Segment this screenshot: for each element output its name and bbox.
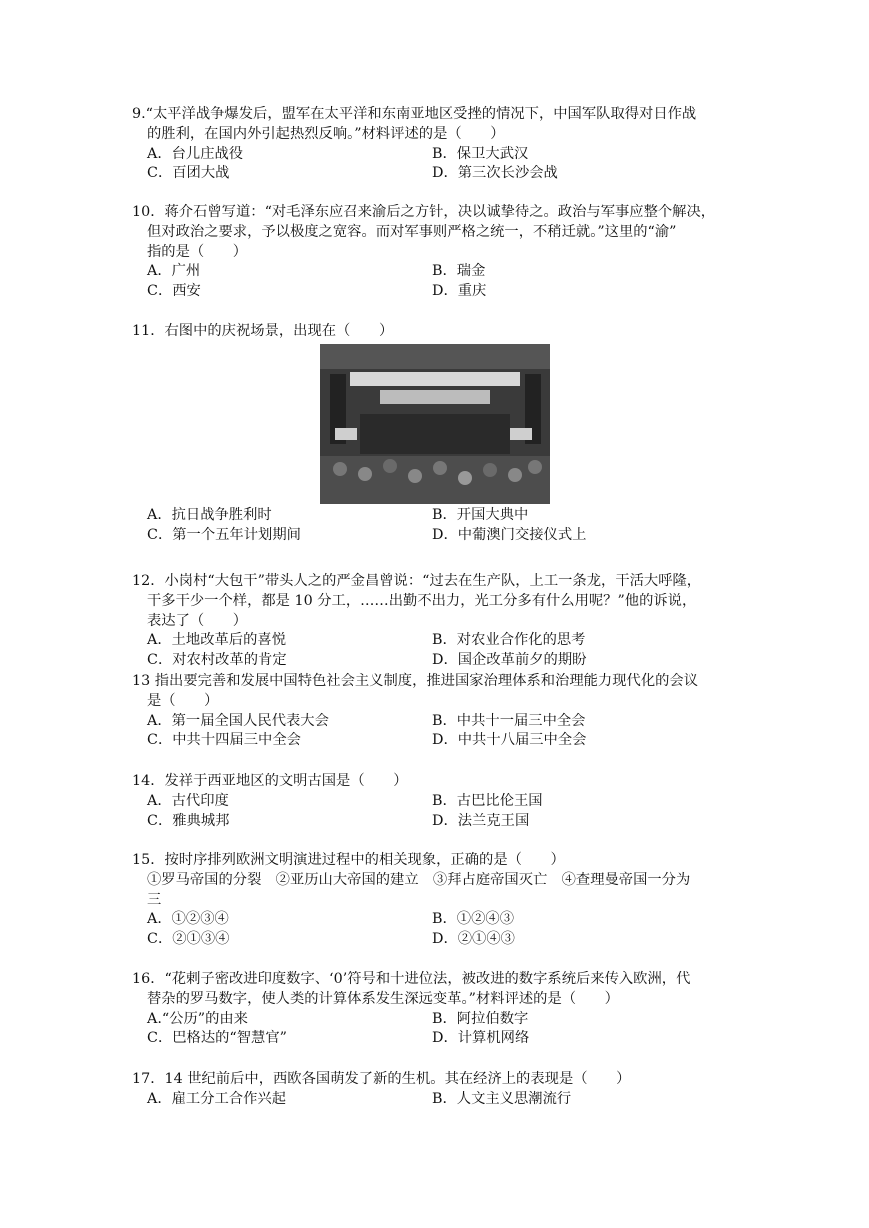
stem-line: 12．小岗村“大包干”带头人之的严金昌曾说：“过去在生产队，上工一条龙，干活大呼隆， (132, 573, 702, 589)
question-stem (132, 322, 744, 342)
option-b: B．开国大典中 (432, 506, 529, 523)
stem-line: 15．按时序排列欧洲文明演进过程中的相关现象，正确的是（ ） (132, 852, 565, 868)
option-a: A．雇工分工合作兴起 (147, 1090, 286, 1107)
question-stem (132, 851, 744, 871)
stem-line: 16．“花剌子密改进印度数字、‘0’符号和十进位法，被改进的数字系统后来传入欧洲，代 (132, 971, 691, 987)
options (132, 631, 744, 671)
question-13 (132, 672, 744, 751)
option-c: C．百团大战 (147, 165, 230, 182)
stem-line: 9.“太平洋战争爆发后，盟军在太平洋和东南亚地区受挫的情况下，中国军队取得对日作战 (132, 106, 697, 122)
option-d: D．重庆 (432, 283, 487, 300)
options (132, 910, 744, 950)
option-a: A．土地改革后的喜悦 (147, 632, 286, 649)
option-b: B．对农业合作化的思考 (432, 632, 586, 649)
options (132, 262, 744, 302)
option-b: B．①②④③ (432, 911, 514, 928)
option-d: D．计算机网络 (432, 1030, 530, 1047)
option-c: C．中共十四届三中全会 (147, 732, 301, 749)
stem-line: 干多干少一个样，都是 10 分工，……出勤不出力，光工分多有什么用呢？”他的诉说， (147, 592, 697, 609)
stem-line: 17．14 世纪前后中，西欧各国萌发了新的生机。其在经济上的表现是（ ） (132, 1071, 631, 1087)
stem-line: 是（ ） (147, 692, 219, 709)
question-stem (132, 203, 744, 262)
stem-line: 表达了（ ） (147, 612, 248, 629)
options (132, 792, 744, 832)
option-c: C．西安 (147, 283, 201, 300)
options (132, 506, 744, 546)
option-b: B．人文主义思潮流行 (432, 1090, 572, 1107)
stem-line: 但对政治之要求，予以极度之宽容。而对军事则严格之统一，不稍迁就。”这里的“渝” (147, 223, 677, 240)
option-c: C．对农村改革的肯定 (147, 652, 287, 669)
sequence-line: ①罗马帝国的分裂 ②亚历山大帝国的建立 ③拜占庭帝国灭亡 ④查理曼帝国一分为 (147, 871, 691, 888)
options (132, 1010, 744, 1050)
question-stem (132, 970, 744, 1010)
stem-line: 替杂的罗马数字，使人类的计算体系发生深远变革。”材料评述的是（ ） (147, 990, 619, 1007)
sequence-line: 三 (147, 891, 162, 908)
question-stem (132, 672, 744, 712)
option-c: C．雅典城邦 (147, 812, 230, 829)
option-c: C．②①③④ (147, 931, 230, 948)
question-stem (132, 1070, 744, 1090)
stem-line: 10．蒋介石曾写道：“对毛泽东应召来渝后之方针，决以诚挚待之。政治与军事应整个解决， (132, 204, 716, 220)
option-c: C．巴格达的“智慧官” (147, 1030, 287, 1047)
option-b: B．古巴比伦王国 (432, 792, 543, 809)
question-17 (132, 1070, 744, 1110)
question-9 (132, 105, 744, 184)
question-14 (132, 772, 744, 831)
option-a: A．第一届全国人民代表大会 (147, 712, 329, 729)
stem-line: 14．发祥于西亚地区的文明古国是（ ） (132, 773, 408, 789)
option-d: D．中共十八届三中全会 (432, 732, 587, 749)
question-stem (132, 572, 744, 631)
options (132, 712, 744, 752)
options (132, 145, 744, 185)
option-b: B．瑞金 (432, 263, 486, 280)
option-a: A．台儿庄战役 (147, 145, 244, 162)
sequence-items (132, 871, 744, 911)
option-b: B．保卫大武汉 (432, 145, 529, 162)
stem-line: 指的是（ ） (147, 243, 248, 260)
option-a: A．①②③④ (147, 911, 229, 928)
question-12 (132, 572, 744, 671)
question-10 (132, 203, 744, 302)
stem-line: 的胜利，在国内外引起热烈反响。”材料评述的是（ ） (147, 125, 505, 142)
option-d: D．国企改革前夕的期盼 (432, 652, 587, 669)
celebration-photo (320, 344, 550, 504)
option-a: A．抗日战争胜利时 (147, 506, 272, 523)
question-stem (132, 772, 744, 792)
option-d: D．第三次长沙会战 (432, 165, 558, 182)
option-a: A．古代印度 (147, 792, 229, 809)
stem-line: 11．右图中的庆祝场景，出现在（ ） (132, 323, 394, 339)
question-11 (132, 322, 744, 545)
stem-line: 13 指出要完善和发展中国特色社会主义制度，推进国家治理体系和治理能力现代化的会议 (132, 673, 699, 689)
option-c: C．第一个五年计划期间 (147, 526, 301, 543)
options (132, 1090, 744, 1110)
option-d: D．②①④③ (432, 931, 515, 948)
question-15 (132, 851, 744, 950)
option-d: D．中葡澳门交接仪式上 (432, 526, 587, 543)
question-stem (132, 105, 744, 145)
question-16 (132, 970, 744, 1049)
option-a: A.“公历”的由来 (147, 1010, 248, 1027)
option-d: D．法兰克王国 (432, 812, 530, 829)
option-b: B．中共十一届三中全会 (432, 712, 586, 729)
option-b: B．阿拉伯数字 (432, 1010, 529, 1027)
option-a: A．广州 (147, 263, 201, 280)
